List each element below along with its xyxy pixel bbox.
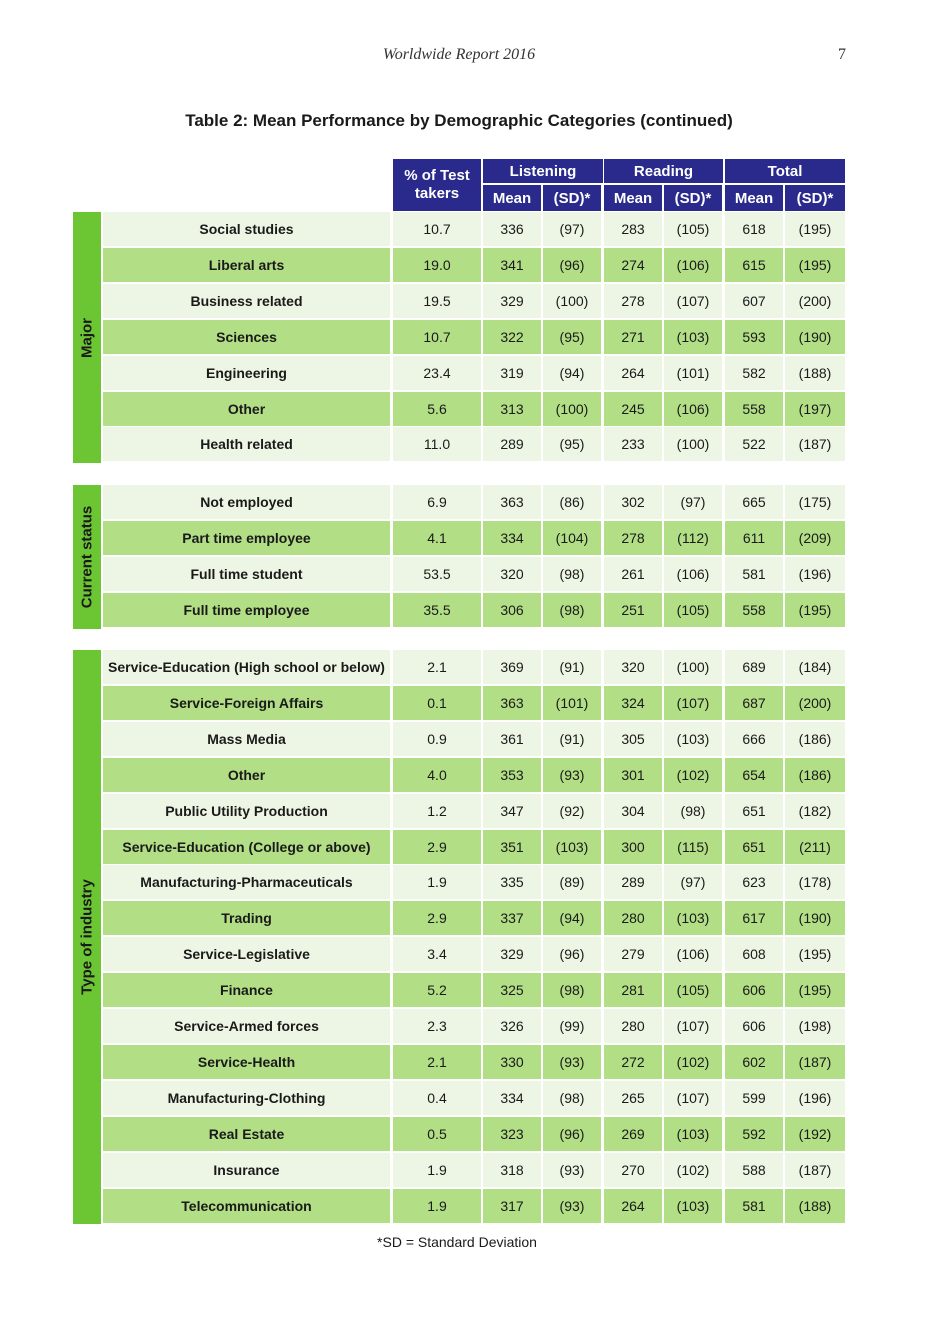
total-mean-cell: 558 bbox=[725, 593, 783, 627]
row-label: Service-Education (High school or below) bbox=[103, 650, 390, 684]
row-label: Full time employee bbox=[103, 593, 390, 627]
table-row bbox=[103, 865, 845, 899]
reading-sd-cell: (102) bbox=[664, 1153, 722, 1187]
total-mean-cell: 582 bbox=[725, 356, 783, 390]
listening-sd-cell: (99) bbox=[543, 1009, 601, 1043]
table-row bbox=[103, 650, 845, 684]
reading-sd-cell: (112) bbox=[664, 521, 722, 555]
listening-mean-cell: 325 bbox=[483, 973, 541, 1007]
table-row bbox=[103, 722, 845, 756]
total-sd-cell: (184) bbox=[785, 650, 845, 684]
listening-mean-cell: 353 bbox=[483, 758, 541, 792]
reading-mean-cell: 274 bbox=[604, 248, 662, 282]
row-label: Mass Media bbox=[103, 722, 390, 756]
listening-sd-cell: (95) bbox=[543, 320, 601, 354]
reading-mean-cell: 264 bbox=[604, 356, 662, 390]
total-sd-cell: (188) bbox=[785, 356, 845, 390]
total-mean-cell: 617 bbox=[725, 901, 783, 935]
listening-mean-cell: 319 bbox=[483, 356, 541, 390]
listening-sd-cell: (104) bbox=[543, 521, 601, 555]
pct-cell: 23.4 bbox=[393, 356, 481, 390]
listening-sd-cell: (91) bbox=[543, 650, 601, 684]
total-mean-cell: 602 bbox=[725, 1045, 783, 1079]
listening-sd-cell: (96) bbox=[543, 1117, 601, 1151]
total-mean-cell: 607 bbox=[725, 284, 783, 318]
row-label: Part time employee bbox=[103, 521, 390, 555]
row-label: Business related bbox=[103, 284, 390, 318]
row-label: Service-Health bbox=[103, 1045, 390, 1079]
listening-mean-cell: 363 bbox=[483, 686, 541, 720]
table-row bbox=[103, 284, 845, 318]
reading-mean-cell: 251 bbox=[604, 593, 662, 627]
total-mean-cell: 606 bbox=[725, 1009, 783, 1043]
total-sd-cell: (187) bbox=[785, 1153, 845, 1187]
listening-sd-cell: (101) bbox=[543, 686, 601, 720]
group-bar bbox=[73, 485, 101, 629]
reading-mean-cell: 280 bbox=[604, 901, 662, 935]
pct-cell: 3.4 bbox=[393, 937, 481, 971]
total-mean-cell: 592 bbox=[725, 1117, 783, 1151]
total-sd-cell: (195) bbox=[785, 212, 845, 246]
pct-cell: 2.1 bbox=[393, 1045, 481, 1079]
reading-sd-cell: (105) bbox=[664, 593, 722, 627]
reading-mean-cell: 245 bbox=[604, 392, 662, 426]
row-label: Liberal arts bbox=[103, 248, 390, 282]
listening-mean-cell: 326 bbox=[483, 1009, 541, 1043]
column-header-listening-sd: (SD)* bbox=[543, 185, 601, 211]
reading-mean-cell: 283 bbox=[604, 212, 662, 246]
listening-sd-cell: (98) bbox=[543, 1081, 601, 1115]
reading-sd-cell: (103) bbox=[664, 901, 722, 935]
row-label: Health related bbox=[103, 427, 390, 461]
reading-sd-cell: (106) bbox=[664, 937, 722, 971]
listening-mean-cell: 323 bbox=[483, 1117, 541, 1151]
group-label: Type of industry bbox=[78, 879, 96, 995]
table-row bbox=[103, 593, 845, 627]
listening-mean-cell: 369 bbox=[483, 650, 541, 684]
reading-sd-cell: (115) bbox=[664, 830, 722, 864]
table-row bbox=[103, 248, 845, 282]
total-sd-cell: (209) bbox=[785, 521, 845, 555]
listening-mean-cell: 313 bbox=[483, 392, 541, 426]
listening-sd-cell: (91) bbox=[543, 722, 601, 756]
pct-cell: 5.6 bbox=[393, 392, 481, 426]
pct-cell: 0.5 bbox=[393, 1117, 481, 1151]
column-header-total-sd: (SD)* bbox=[785, 185, 845, 211]
total-mean-cell: 623 bbox=[725, 865, 783, 899]
pct-cell: 35.5 bbox=[393, 593, 481, 627]
reading-mean-cell: 302 bbox=[604, 485, 662, 519]
listening-sd-cell: (98) bbox=[543, 593, 601, 627]
total-sd-cell: (197) bbox=[785, 392, 845, 426]
pct-cell: 1.9 bbox=[393, 865, 481, 899]
pct-cell: 1.9 bbox=[393, 1153, 481, 1187]
table-row bbox=[103, 1009, 845, 1043]
reading-mean-cell: 320 bbox=[604, 650, 662, 684]
column-group-reading: Reading bbox=[604, 159, 723, 183]
footnote: *SD = Standard Deviation bbox=[377, 1234, 537, 1250]
row-label: Service-Foreign Affairs bbox=[103, 686, 390, 720]
pct-cell: 0.9 bbox=[393, 722, 481, 756]
listening-sd-cell: (93) bbox=[543, 1189, 601, 1223]
group-label: Major bbox=[78, 317, 96, 358]
total-mean-cell: 651 bbox=[725, 830, 783, 864]
listening-mean-cell: 320 bbox=[483, 557, 541, 591]
row-label: Service-Legislative bbox=[103, 937, 390, 971]
listening-sd-cell: (94) bbox=[543, 356, 601, 390]
table-row bbox=[103, 794, 845, 828]
reading-mean-cell: 278 bbox=[604, 284, 662, 318]
listening-mean-cell: 329 bbox=[483, 284, 541, 318]
listening-sd-cell: (98) bbox=[543, 557, 601, 591]
pct-cell: 10.7 bbox=[393, 212, 481, 246]
total-sd-cell: (196) bbox=[785, 557, 845, 591]
total-sd-cell: (195) bbox=[785, 593, 845, 627]
reading-sd-cell: (107) bbox=[664, 686, 722, 720]
table-row bbox=[103, 557, 845, 591]
pct-cell: 2.1 bbox=[393, 650, 481, 684]
total-sd-cell: (182) bbox=[785, 794, 845, 828]
listening-mean-cell: 289 bbox=[483, 427, 541, 461]
total-mean-cell: 599 bbox=[725, 1081, 783, 1115]
pct-cell: 11.0 bbox=[393, 427, 481, 461]
reading-sd-cell: (107) bbox=[664, 1009, 722, 1043]
row-label: Manufacturing-Pharmaceuticals bbox=[103, 865, 390, 899]
column-header-total-mean: Mean bbox=[725, 185, 783, 211]
table-row bbox=[103, 1189, 845, 1223]
listening-sd-cell: (94) bbox=[543, 901, 601, 935]
listening-sd-cell: (93) bbox=[543, 1153, 601, 1187]
group-bar bbox=[73, 650, 101, 1224]
listening-sd-cell: (93) bbox=[543, 758, 601, 792]
reading-sd-cell: (98) bbox=[664, 794, 722, 828]
listening-mean-cell: 330 bbox=[483, 1045, 541, 1079]
pct-cell: 4.0 bbox=[393, 758, 481, 792]
listening-sd-cell: (93) bbox=[543, 1045, 601, 1079]
row-label: Finance bbox=[103, 973, 390, 1007]
total-sd-cell: (188) bbox=[785, 1189, 845, 1223]
total-mean-cell: 666 bbox=[725, 722, 783, 756]
listening-sd-cell: (103) bbox=[543, 830, 601, 864]
reading-mean-cell: 261 bbox=[604, 557, 662, 591]
total-sd-cell: (186) bbox=[785, 758, 845, 792]
table-row bbox=[103, 212, 845, 246]
listening-sd-cell: (98) bbox=[543, 973, 601, 1007]
table-row bbox=[103, 973, 845, 1007]
total-mean-cell: 611 bbox=[725, 521, 783, 555]
pct-cell: 53.5 bbox=[393, 557, 481, 591]
listening-mean-cell: 317 bbox=[483, 1189, 541, 1223]
reading-mean-cell: 281 bbox=[604, 973, 662, 1007]
listening-mean-cell: 361 bbox=[483, 722, 541, 756]
pct-cell: 1.9 bbox=[393, 1189, 481, 1223]
listening-mean-cell: 334 bbox=[483, 1081, 541, 1115]
row-label: Other bbox=[103, 392, 390, 426]
pct-cell: 19.0 bbox=[393, 248, 481, 282]
total-sd-cell: (190) bbox=[785, 901, 845, 935]
report-title: Worldwide Report 2016 bbox=[382, 46, 536, 63]
page-number: 7 bbox=[838, 46, 846, 63]
column-group-listening: Listening bbox=[483, 159, 603, 183]
reading-mean-cell: 265 bbox=[604, 1081, 662, 1115]
listening-sd-cell: (96) bbox=[543, 937, 601, 971]
pct-cell: 10.7 bbox=[393, 320, 481, 354]
table-row bbox=[103, 901, 845, 935]
pct-cell: 2.3 bbox=[393, 1009, 481, 1043]
listening-mean-cell: 329 bbox=[483, 937, 541, 971]
column-header-reading-mean: Mean bbox=[604, 185, 662, 211]
listening-mean-cell: 337 bbox=[483, 901, 541, 935]
total-sd-cell: (187) bbox=[785, 427, 845, 461]
total-mean-cell: 581 bbox=[725, 1189, 783, 1223]
row-label: Trading bbox=[103, 901, 390, 935]
reading-sd-cell: (100) bbox=[664, 650, 722, 684]
listening-mean-cell: 363 bbox=[483, 485, 541, 519]
total-mean-cell: 615 bbox=[725, 248, 783, 282]
reading-sd-cell: (105) bbox=[664, 212, 722, 246]
reading-sd-cell: (103) bbox=[664, 1189, 722, 1223]
reading-sd-cell: (97) bbox=[664, 485, 722, 519]
column-header-reading-sd: (SD)* bbox=[664, 185, 722, 211]
total-mean-cell: 593 bbox=[725, 320, 783, 354]
listening-sd-cell: (92) bbox=[543, 794, 601, 828]
row-label: Service-Armed forces bbox=[103, 1009, 390, 1043]
reading-mean-cell: 233 bbox=[604, 427, 662, 461]
total-mean-cell: 687 bbox=[725, 686, 783, 720]
total-sd-cell: (190) bbox=[785, 320, 845, 354]
row-label: Full time student bbox=[103, 557, 390, 591]
reading-mean-cell: 272 bbox=[604, 1045, 662, 1079]
total-mean-cell: 588 bbox=[725, 1153, 783, 1187]
column-header-pct: % of Test takers bbox=[393, 159, 481, 211]
reading-sd-cell: (106) bbox=[664, 248, 722, 282]
pct-cell: 19.5 bbox=[393, 284, 481, 318]
reading-sd-cell: (102) bbox=[664, 758, 722, 792]
total-mean-cell: 608 bbox=[725, 937, 783, 971]
column-group-total: Total bbox=[725, 159, 845, 183]
row-label: Engineering bbox=[103, 356, 390, 390]
row-label: Manufacturing-Clothing bbox=[103, 1081, 390, 1115]
total-mean-cell: 665 bbox=[725, 485, 783, 519]
table-row bbox=[103, 758, 845, 792]
row-label: Social studies bbox=[103, 212, 390, 246]
total-sd-cell: (211) bbox=[785, 830, 845, 864]
reading-mean-cell: 289 bbox=[604, 865, 662, 899]
listening-sd-cell: (89) bbox=[543, 865, 601, 899]
pct-cell: 1.2 bbox=[393, 794, 481, 828]
table-row bbox=[103, 1117, 845, 1151]
reading-mean-cell: 279 bbox=[604, 937, 662, 971]
reading-mean-cell: 270 bbox=[604, 1153, 662, 1187]
table-row bbox=[103, 1153, 845, 1187]
group-bar bbox=[73, 212, 101, 463]
table-row bbox=[103, 1045, 845, 1079]
reading-sd-cell: (103) bbox=[664, 1117, 722, 1151]
total-sd-cell: (192) bbox=[785, 1117, 845, 1151]
listening-mean-cell: 322 bbox=[483, 320, 541, 354]
total-mean-cell: 558 bbox=[725, 392, 783, 426]
table-row bbox=[103, 356, 845, 390]
reading-sd-cell: (103) bbox=[664, 320, 722, 354]
reading-sd-cell: (102) bbox=[664, 1045, 722, 1079]
listening-sd-cell: (96) bbox=[543, 248, 601, 282]
total-sd-cell: (175) bbox=[785, 485, 845, 519]
reading-sd-cell: (107) bbox=[664, 284, 722, 318]
reading-mean-cell: 300 bbox=[604, 830, 662, 864]
row-label: Real Estate bbox=[103, 1117, 390, 1151]
total-sd-cell: (196) bbox=[785, 1081, 845, 1115]
reading-sd-cell: (105) bbox=[664, 973, 722, 1007]
reading-mean-cell: 305 bbox=[604, 722, 662, 756]
table-row bbox=[103, 392, 845, 426]
row-label: Other bbox=[103, 758, 390, 792]
table-row bbox=[103, 686, 845, 720]
listening-mean-cell: 336 bbox=[483, 212, 541, 246]
reading-mean-cell: 269 bbox=[604, 1117, 662, 1151]
total-mean-cell: 689 bbox=[725, 650, 783, 684]
listening-mean-cell: 334 bbox=[483, 521, 541, 555]
reading-sd-cell: (106) bbox=[664, 392, 722, 426]
total-mean-cell: 581 bbox=[725, 557, 783, 591]
table-row bbox=[103, 521, 845, 555]
table-title: Table 2: Mean Performance by Demographic Categories (continued) bbox=[185, 111, 733, 130]
reading-sd-cell: (101) bbox=[664, 356, 722, 390]
total-mean-cell: 606 bbox=[725, 973, 783, 1007]
total-sd-cell: (186) bbox=[785, 722, 845, 756]
reading-sd-cell: (103) bbox=[664, 722, 722, 756]
table-row bbox=[103, 485, 845, 519]
reading-mean-cell: 271 bbox=[604, 320, 662, 354]
reading-sd-cell: (100) bbox=[664, 427, 722, 461]
listening-sd-cell: (100) bbox=[543, 392, 601, 426]
total-mean-cell: 651 bbox=[725, 794, 783, 828]
listening-mean-cell: 335 bbox=[483, 865, 541, 899]
listening-mean-cell: 341 bbox=[483, 248, 541, 282]
reading-mean-cell: 301 bbox=[604, 758, 662, 792]
table-row bbox=[103, 830, 845, 864]
pct-cell: 2.9 bbox=[393, 901, 481, 935]
reading-mean-cell: 304 bbox=[604, 794, 662, 828]
listening-mean-cell: 351 bbox=[483, 830, 541, 864]
total-sd-cell: (200) bbox=[785, 284, 845, 318]
table-row bbox=[103, 1081, 845, 1115]
listening-sd-cell: (100) bbox=[543, 284, 601, 318]
pct-cell: 6.9 bbox=[393, 485, 481, 519]
listening-sd-cell: (95) bbox=[543, 427, 601, 461]
pct-cell: 2.9 bbox=[393, 830, 481, 864]
table-row bbox=[103, 320, 845, 354]
reading-mean-cell: 278 bbox=[604, 521, 662, 555]
table-row bbox=[103, 937, 845, 971]
listening-mean-cell: 306 bbox=[483, 593, 541, 627]
reading-mean-cell: 280 bbox=[604, 1009, 662, 1043]
total-mean-cell: 522 bbox=[725, 427, 783, 461]
table-row bbox=[103, 427, 845, 461]
row-label: Telecommunication bbox=[103, 1189, 390, 1223]
reading-mean-cell: 324 bbox=[604, 686, 662, 720]
total-sd-cell: (195) bbox=[785, 937, 845, 971]
reading-sd-cell: (107) bbox=[664, 1081, 722, 1115]
total-mean-cell: 654 bbox=[725, 758, 783, 792]
reading-mean-cell: 264 bbox=[604, 1189, 662, 1223]
total-mean-cell: 618 bbox=[725, 212, 783, 246]
column-header-listening-mean: Mean bbox=[483, 185, 541, 211]
listening-mean-cell: 318 bbox=[483, 1153, 541, 1187]
total-sd-cell: (187) bbox=[785, 1045, 845, 1079]
row-label: Not employed bbox=[103, 485, 390, 519]
row-label: Sciences bbox=[103, 320, 390, 354]
group-label: Current status bbox=[78, 505, 96, 609]
listening-mean-cell: 347 bbox=[483, 794, 541, 828]
row-label: Public Utility Production bbox=[103, 794, 390, 828]
total-sd-cell: (195) bbox=[785, 248, 845, 282]
listening-sd-cell: (97) bbox=[543, 212, 601, 246]
pct-cell: 5.2 bbox=[393, 973, 481, 1007]
row-label: Insurance bbox=[103, 1153, 390, 1187]
total-sd-cell: (198) bbox=[785, 1009, 845, 1043]
total-sd-cell: (195) bbox=[785, 973, 845, 1007]
reading-sd-cell: (106) bbox=[664, 557, 722, 591]
pct-cell: 4.1 bbox=[393, 521, 481, 555]
total-sd-cell: (200) bbox=[785, 686, 845, 720]
reading-sd-cell: (97) bbox=[664, 865, 722, 899]
pct-cell: 0.4 bbox=[393, 1081, 481, 1115]
pct-cell: 0.1 bbox=[393, 686, 481, 720]
listening-sd-cell: (86) bbox=[543, 485, 601, 519]
row-label: Service-Education (College or above) bbox=[103, 830, 390, 864]
total-sd-cell: (178) bbox=[785, 865, 845, 899]
